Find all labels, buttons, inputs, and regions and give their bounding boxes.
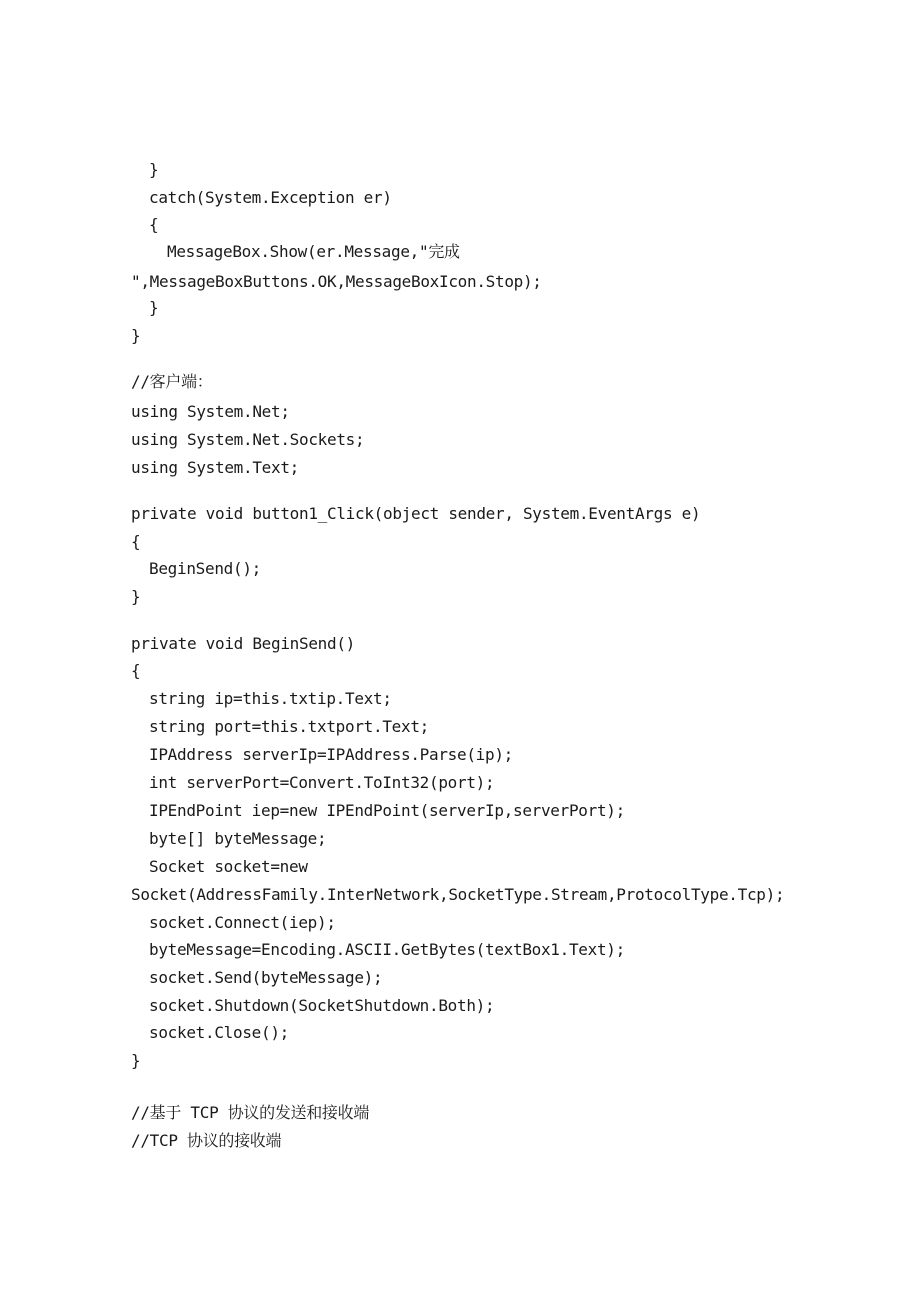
code-line: IPEndPoint iep=new IPEndPoint(serverIp,serverPort); xyxy=(149,801,625,820)
code-line: byte[] byteMessage; xyxy=(149,829,327,848)
code-line: socket.Close(); xyxy=(149,1023,289,1042)
code-line: Socket(AddressFamily.InterNetwork,SocketType.Stream,ProtocolType.Tcp); xyxy=(131,885,785,904)
code-line: private void button1_Click(object sender, System.EventArgs e) xyxy=(131,504,701,523)
code-line: private void BeginSend() xyxy=(131,634,355,653)
code-line: { xyxy=(149,215,159,234)
code-line: } xyxy=(131,326,141,345)
code-line: { xyxy=(131,661,141,680)
code-line: using System.Net.Sockets; xyxy=(131,430,365,449)
comment-line: //TCP 协议的接收端 xyxy=(131,1131,282,1150)
code-line: int serverPort=Convert.ToInt32(port); xyxy=(149,773,495,792)
code-line: string ip=this.txtip.Text; xyxy=(149,689,392,708)
comment-line: //客户端： xyxy=(131,372,213,391)
code-line: } xyxy=(149,160,159,179)
code-line: using System.Net; xyxy=(131,402,290,421)
code-line: } xyxy=(131,1051,141,1070)
code-line: byteMessage=Encoding.ASCII.GetBytes(textBox1.Text); xyxy=(149,940,625,959)
code-line: socket.Send(byteMessage); xyxy=(149,968,383,987)
code-line: MessageBox.Show(er.Message,"完成 xyxy=(167,242,460,261)
code-line: socket.Shutdown(SocketShutdown.Both); xyxy=(149,996,495,1015)
code-line: { xyxy=(131,532,141,551)
code-line: ",MessageBoxButtons.OK,MessageBoxIcon.Stop); xyxy=(131,272,542,291)
code-line: socket.Connect(iep); xyxy=(149,913,336,932)
code-line: using System.Text; xyxy=(131,458,299,477)
code-line: catch(System.Exception er) xyxy=(149,188,392,207)
code-line: Socket socket=new xyxy=(149,857,308,876)
code-line: BeginSend(); xyxy=(149,559,261,578)
code-line: string port=this.txtport.Text; xyxy=(149,717,429,736)
code-line: IPAddress serverIp=IPAddress.Parse(ip); xyxy=(149,745,513,764)
comment-line: //基于 TCP 协议的发送和接收端 xyxy=(131,1103,370,1122)
code-line: } xyxy=(149,298,159,317)
code-line: } xyxy=(131,587,141,606)
